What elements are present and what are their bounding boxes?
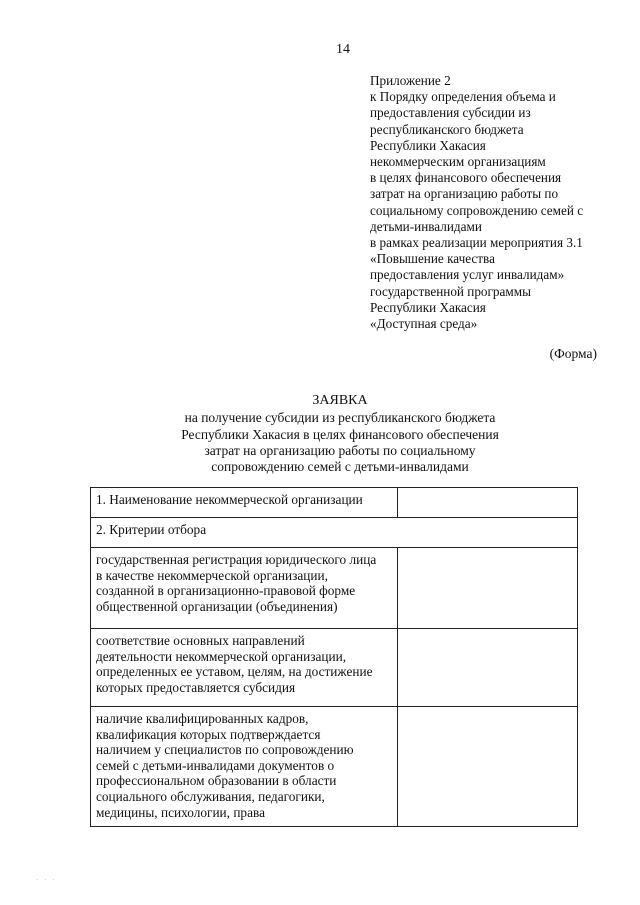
appendix-line: Республики Хакасия	[370, 137, 486, 153]
appendix-line: предоставления услуг инвалидам»	[370, 267, 565, 283]
table-row	[91, 629, 578, 707]
criterion-line: определенных ее уставом, целям, на достижение	[96, 664, 373, 680]
table-row-org-name	[91, 488, 578, 518]
criterion-line: социального обслуживания, педагогики,	[96, 788, 325, 804]
title-line: сопровождению семей с детьми-инвалидами	[211, 459, 469, 475]
org-name-label: 1. Наименование некоммерческой организации	[91, 488, 398, 518]
appendix-line: государственной программы	[370, 283, 531, 299]
appendix-line: некоммерческим организациям	[370, 154, 546, 170]
criterion-label	[91, 629, 398, 707]
appendix-line: республиканского бюджета	[370, 121, 524, 137]
criteria-header: 2. Критерии отбора	[91, 518, 578, 548]
criterion-line: квалификация которых подтверждается	[96, 726, 321, 742]
criterion-line: наличием у специалистов по сопровождению	[96, 742, 354, 758]
criterion-line: которых предоставляется субсидия	[96, 679, 296, 695]
appendix-line: «Повышение качества	[370, 251, 495, 267]
table-row	[91, 548, 578, 629]
table-row	[91, 707, 578, 827]
criterion-line: профессиональном образовании в области	[96, 773, 337, 789]
table-row-criteria-header	[91, 518, 578, 548]
appendix-line: Приложение 2	[370, 73, 451, 88]
criterion-line: общественной организации (объединения)	[96, 598, 338, 614]
appendix-line: к Порядку определения объема и	[370, 89, 556, 105]
criterion-line: государственная регистрация юридического лица	[96, 552, 377, 567]
appendix-line: социальному сопровождению семей с	[370, 202, 584, 218]
page-number: 14	[336, 42, 350, 57]
appendix-line: Республики Хакасия	[370, 299, 486, 315]
criterion-line: соответствие основных направлений	[96, 633, 305, 648]
criterion-line: семей с детьми-инвалидами документов о	[96, 757, 335, 773]
criterion-line: деятельности некоммерческой организации,	[96, 648, 347, 664]
criterion-value-field[interactable]	[398, 548, 578, 629]
criterion-value-field[interactable]	[398, 629, 578, 707]
appendix-header	[370, 73, 610, 332]
appendix-line: затрат на организацию работы по	[370, 186, 559, 202]
criterion-value-field[interactable]	[398, 707, 578, 827]
appendix-line: «Доступная среда»	[370, 316, 478, 332]
org-name-field[interactable]	[398, 488, 578, 518]
scan-artifact: · · ·	[36, 876, 57, 884]
form-label: (Форма)	[549, 346, 597, 361]
criterion-line: медицины, психологии, права	[96, 804, 265, 820]
criterion-line: созданной в организационно-правовой форме	[96, 583, 356, 599]
appendix-line: детьми-инвалидами	[370, 218, 482, 234]
title-line: затрат на организацию работы по социальному	[204, 442, 476, 458]
appendix-line: в целях финансового обеспечения	[370, 170, 562, 186]
criterion-label	[91, 707, 398, 827]
appendix-line: в рамках реализации мероприятия 3.1	[370, 235, 583, 251]
title-line: на получение субсидии из республиканского бюджета	[184, 410, 496, 426]
title-main: ЗАЯВКА	[312, 393, 368, 408]
application-table	[90, 487, 578, 827]
title-line: Республики Хакасия в целях финансового обеспечения	[181, 426, 499, 442]
appendix-line: предоставления субсидии из	[370, 105, 531, 121]
criterion-line: в качестве некоммерческой организации,	[96, 567, 328, 583]
document-title	[90, 393, 590, 475]
criterion-line: наличие квалифицированных кадров,	[96, 711, 309, 726]
criterion-label	[91, 548, 398, 629]
